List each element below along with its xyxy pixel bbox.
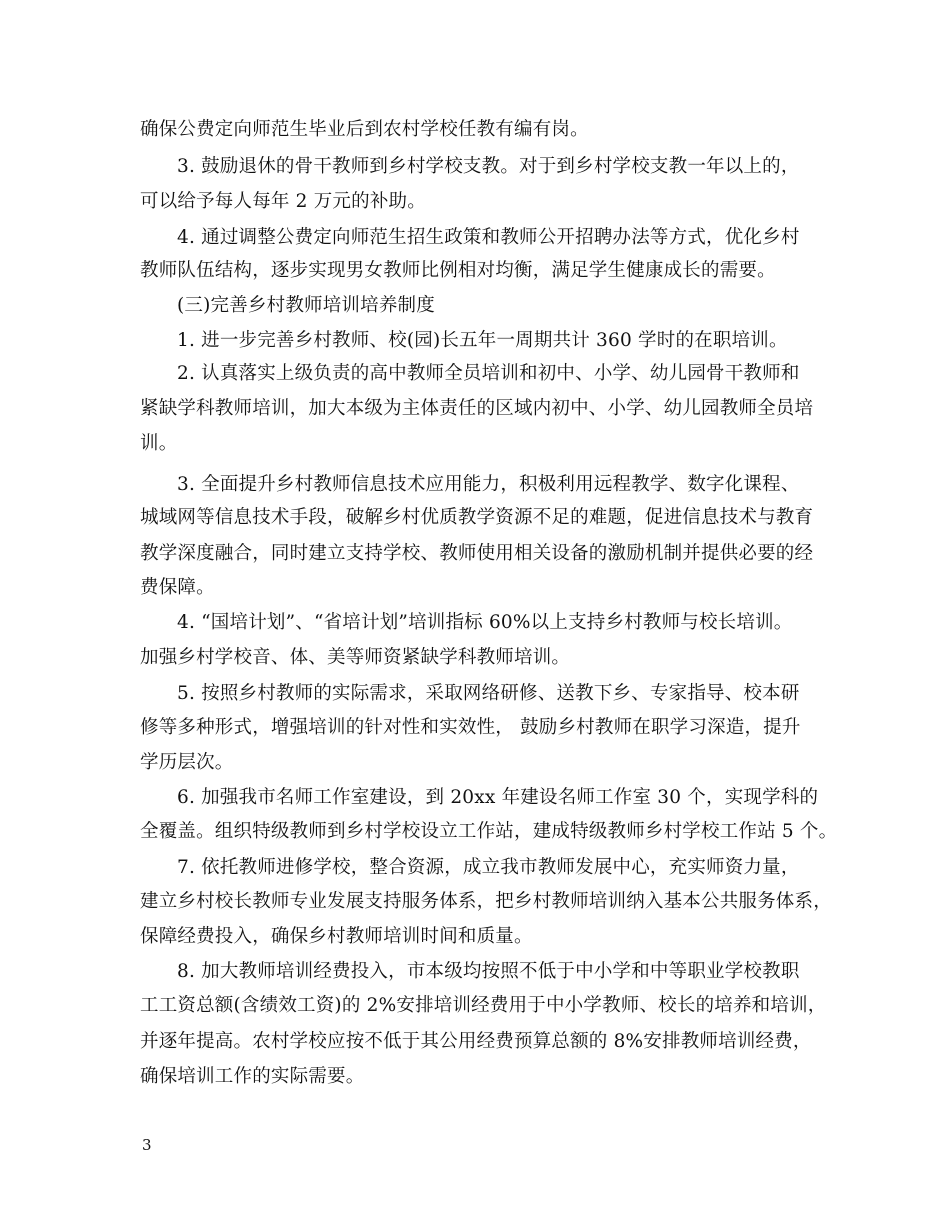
page-number: 3	[142, 1136, 152, 1154]
text-line: 3. 全面提升乡村教师信息技术应用能力，积极利用远程教学、数字化课程、	[177, 474, 800, 495]
text-line: 全覆盖。组织特级教师到乡村学校设立工作站，建成特级教师乡村学校工作站 5 个。	[140, 821, 838, 842]
text-line: 工工资总额(含绩效工资)的 2%安排培训经费用于中小学教师、校长的培养和培训，	[140, 995, 827, 1016]
text-line: 8. 加大教师培训经费投入，市本级均按照不低于中小学和中等职业学校教职	[177, 961, 800, 982]
text-line: 4. “国培计划”、“省培计划”培训指标 60%以上支持乡村教师与校长培训。	[177, 612, 793, 633]
text-line: 修等多种形式，增强培训的针对性和实效性， 鼓励乡村教师在职学习深造，提升	[140, 717, 801, 738]
text-line: 训。	[140, 433, 178, 454]
text-line: 教师队伍结构，逐步实现男女教师比例相对均衡，满足学生健康成长的需要。	[140, 260, 776, 281]
text-line: 费保障。	[140, 577, 215, 598]
text-line: 加强乡村学校音、体、美等师资紧缺学科教师培训。	[140, 647, 571, 668]
text-line: 紧缺学科教师培训，加大本级为主体责任的区域内初中、小学、幼儿园教师全员培	[140, 398, 814, 419]
section-heading: (三)完善乡村教师培训培养制度	[177, 295, 435, 316]
text-line: 可以给予每人每年 2 万元的补助。	[140, 191, 426, 212]
text-line: 教学深度融合，同时建立支持学校、教师使用相关设备的激励机制并提供必要的经	[140, 543, 814, 564]
text-line: 确保培训工作的实际需要。	[140, 1066, 365, 1087]
text-line: 学历层次。	[140, 752, 234, 773]
text-line: 2. 认真落实上级负责的高中教师全员培训和初中、小学、幼儿园骨干教师和	[177, 363, 800, 384]
text-line: 城域网等信息技术手段，破解乡村优质教学资源不足的难题，促进信息技术与教育	[140, 507, 814, 528]
text-line: 5. 按照乡村教师的实际需求，采取网络研修、送教下乡、专家指导、校本研	[177, 683, 800, 704]
text-line: 4. 通过调整公费定向师范生招生政策和教师公开招聘办法等方式，优化乡村	[177, 227, 800, 248]
text-line: 7. 依托教师进修学校，整合资源，成立我市教师发展中心，充实师资力量，	[177, 857, 800, 878]
text-line: 确保公费定向师范生毕业后到农村学校任教有编有岗。	[140, 119, 589, 140]
text-line: 1. 进一步完善乡村教师、校(园)长五年一周期共计 360 学时的在职培训。	[177, 330, 788, 351]
text-line: 6. 加强我市名师工作室建设，到 20xx 年建设名师工作室 30 个，实现学科的	[177, 787, 819, 808]
text-line: 保障经费投入，确保乡村教师培训时间和质量。	[140, 926, 533, 947]
text-line: 3. 鼓励退休的骨干教师到乡村学校支教。对于到乡村学校支教一年以上的，	[177, 156, 800, 177]
text-line: 建立乡村校长教师专业发展支持服务体系，把乡村教师培训纳入基本公共服务体系，	[140, 891, 832, 912]
text-line: 并逐年提高。农村学校应按不低于其公用经费预算总额的 8%安排教师培训经费，	[140, 1031, 812, 1052]
